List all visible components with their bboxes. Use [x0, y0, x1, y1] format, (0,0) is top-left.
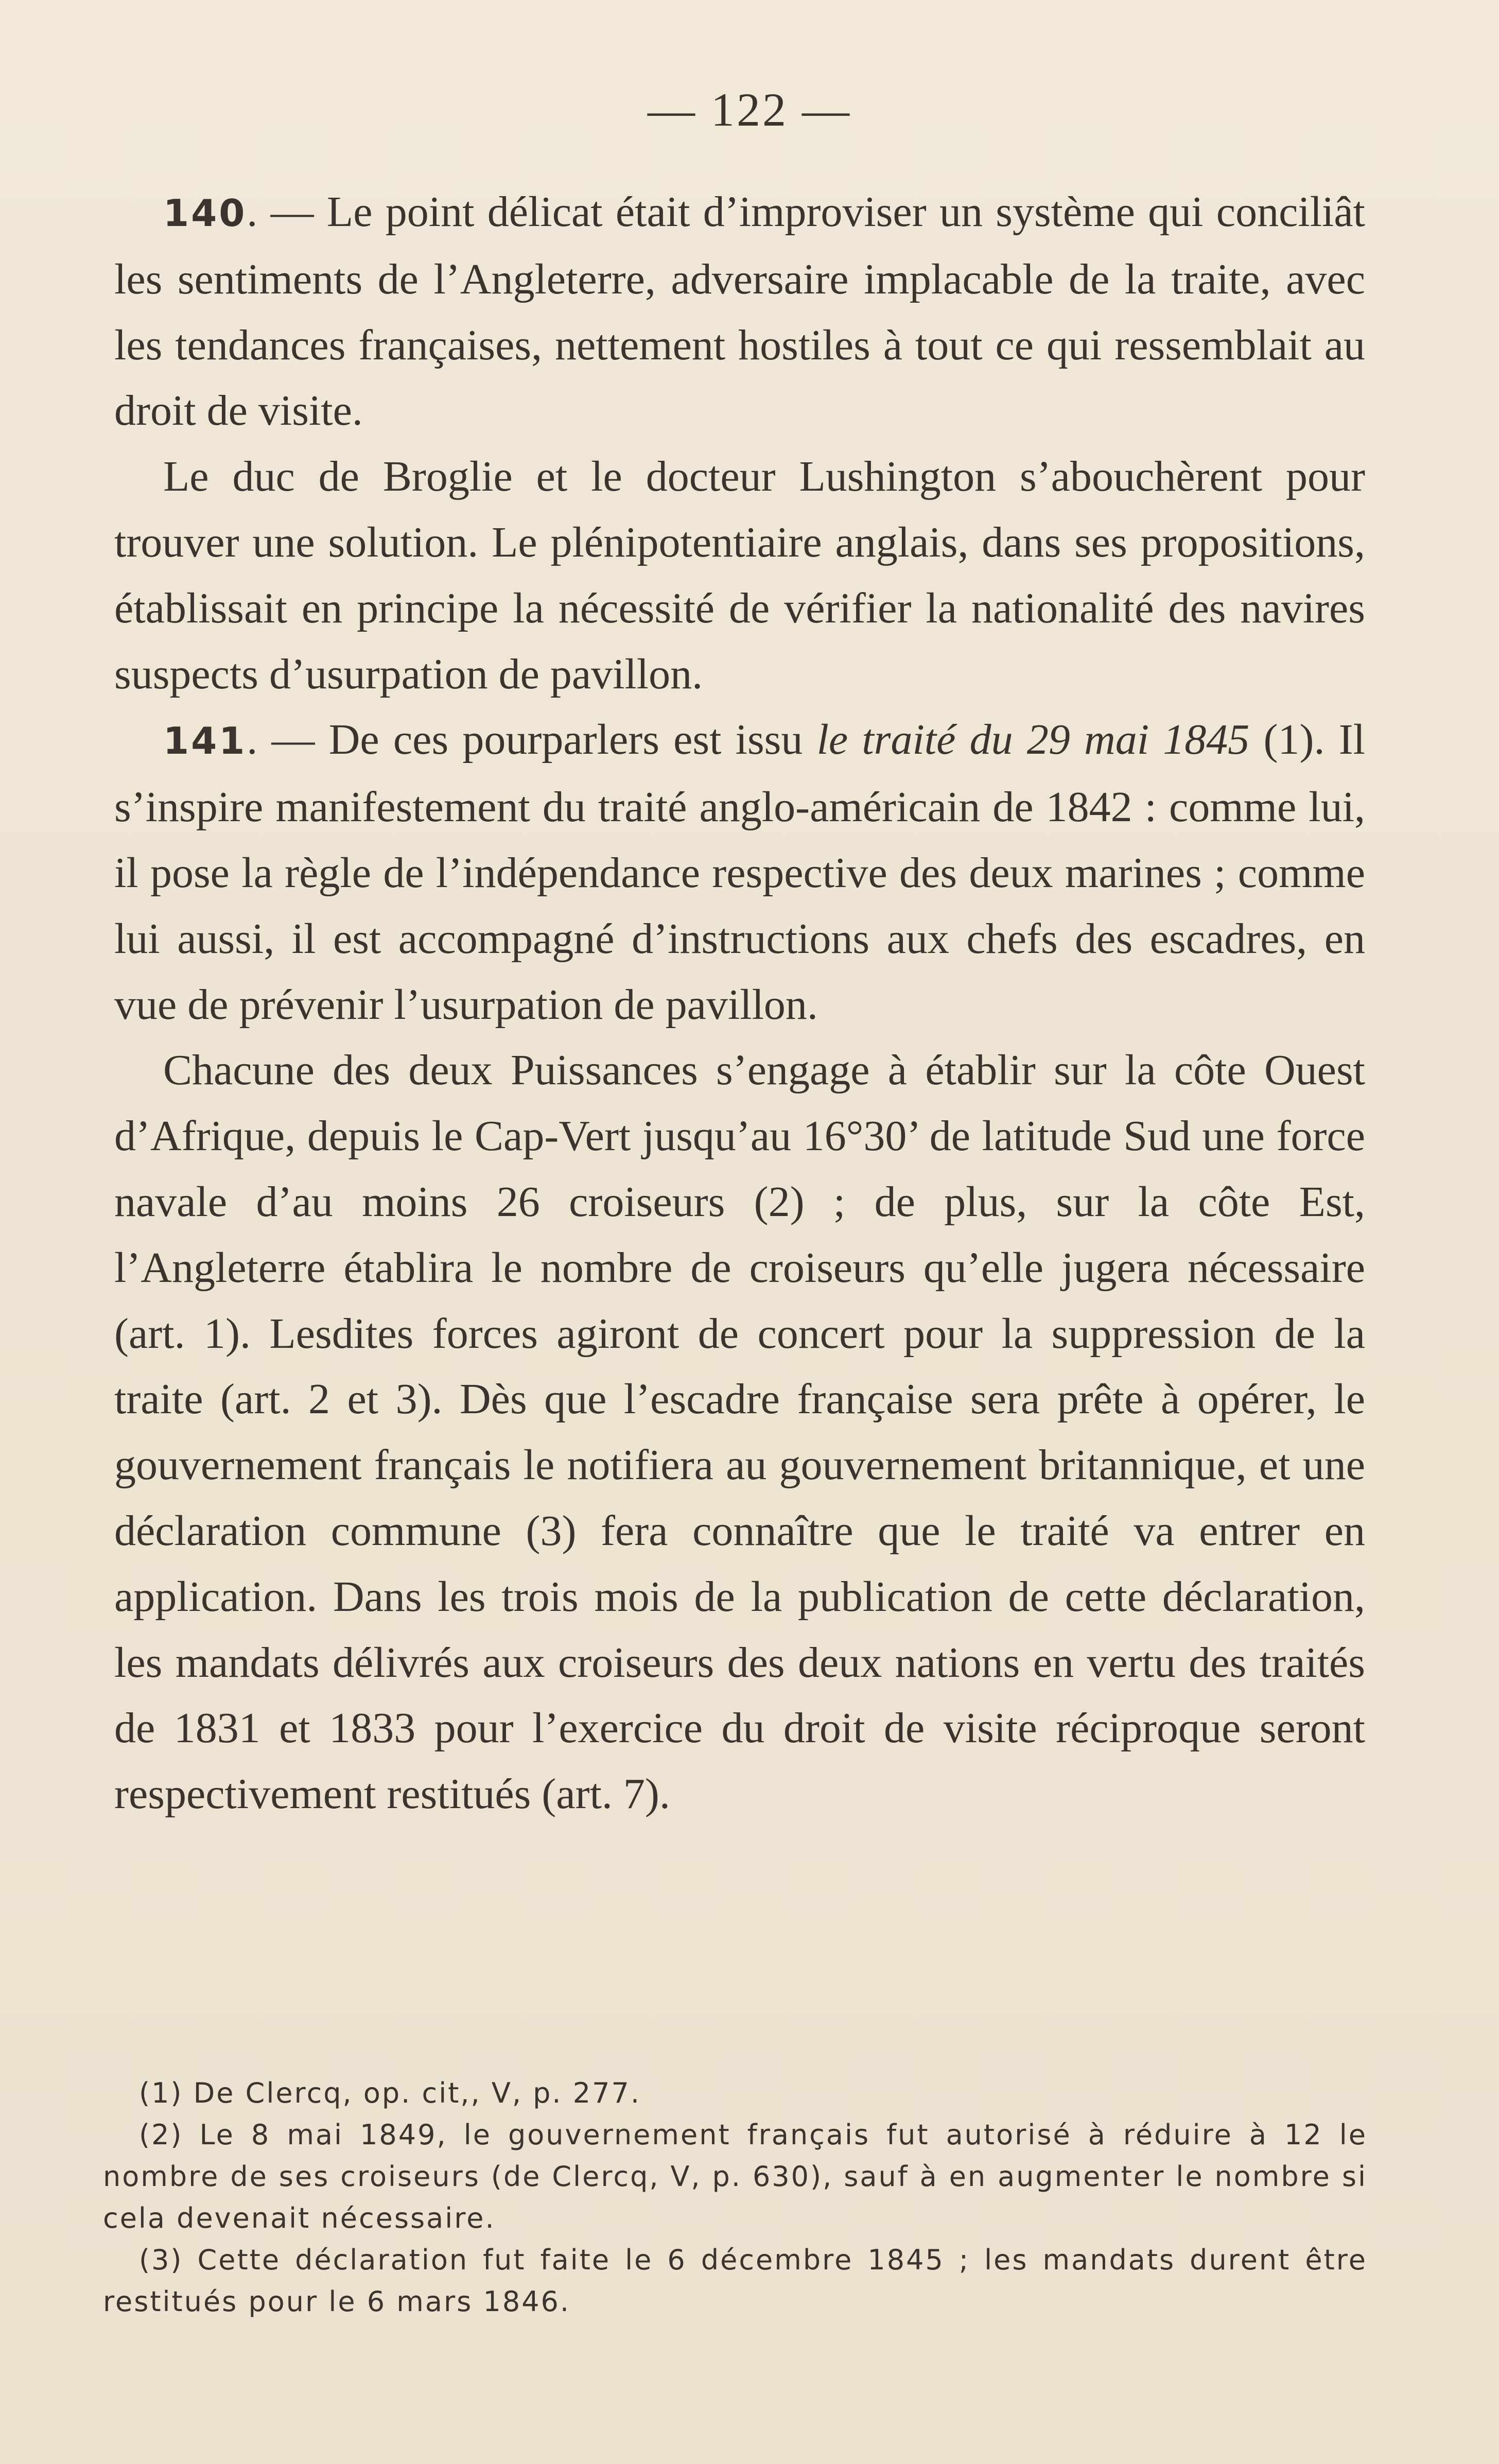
section-number-140: 140	[163, 192, 247, 235]
paragraph-140-text: . — Le point délicat était d’improviser un système qui conciliât les sentiments de l’Angleterre, adversaire implacable de la traite, avec les tendances françaises, nettement hostiles à tout ce qui ressemblait au droit de visite.	[114, 188, 1365, 435]
treaty-title: le traité du 29 mai 1845	[816, 716, 1250, 764]
footnote-1: (1) De Clercq, op. cit,, V, p. 277.	[139, 2077, 641, 2109]
paragraph-chacune: Chacune des deux Puissances s’engage à établir sur la côte Ouest d’Afrique, depuis le Cap-Vert jusqu’au 16°30’ de latitude Sud une force navale d’au moins 26 croiseurs (2) ; de plus, sur la côte Est, l’Angleterre établira le nombre de croiseurs qu’elle jugera nécessaire (art. 1). Lesdites forces agiront de concert pour la suppression de la traite (art. 2 et 3). Dès que l’escadre française sera prête à opérer, le gouvernement français le notifiera au gouvernement britannique, et une déclaration commune (3) fera connaître que le traité va entrer en application. Dans les trois mois de la publication de cette déclaration, les mandats délivrés aux croiseurs des deux nations en vertu des traités de 1831 et 1833 pour l’exercice du droit de visite réciproque seront respectivement restitués (art. 7).	[114, 1046, 1365, 1818]
paragraph-141-lead: . — De ces pourparlers est issu	[247, 716, 817, 764]
main-text	[114, 179, 1365, 1827]
page-number: — 122 —	[648, 83, 851, 136]
section-number-141: 141	[163, 719, 247, 763]
paragraph-140	[114, 179, 1365, 444]
paragraph-broglie: Le duc de Broglie et le docteur Lushington s’abouchèrent pour trouver une solution. Le plénipotentiaire anglais, dans ses propositions, établissait en principe la nécessité de vérifier la nationalité des navires suspects d’usurpation de pavillon.	[114, 453, 1365, 698]
paragraph-141	[114, 707, 1365, 1037]
footnote-3: (3) Cette déclaration fut faite le 6 décembre 1845 ; les mandats durent être restitués pour le 6 mars 1846.	[103, 2244, 1367, 2318]
paragraph-141-rest: (1). Il s’inspire manifestement du traité anglo-américain de 1842 : comme lui, il pose la règle de l’indépendance respective des deux marines ; comme lui aussi, il est accompagné d’instructions aux chefs des escadres, en vue de prévenir l’usurpation de pavillon.	[114, 716, 1365, 1029]
footnote-2: (2) Le 8 mai 1849, le gouvernement français fut autorisé à réduire à 12 le nombre de ses croiseurs (de Clercq, V, p. 630), sauf à en augmenter le nombre si cela devenait nécessaire.	[103, 2119, 1367, 2234]
footnotes	[103, 2072, 1367, 2322]
